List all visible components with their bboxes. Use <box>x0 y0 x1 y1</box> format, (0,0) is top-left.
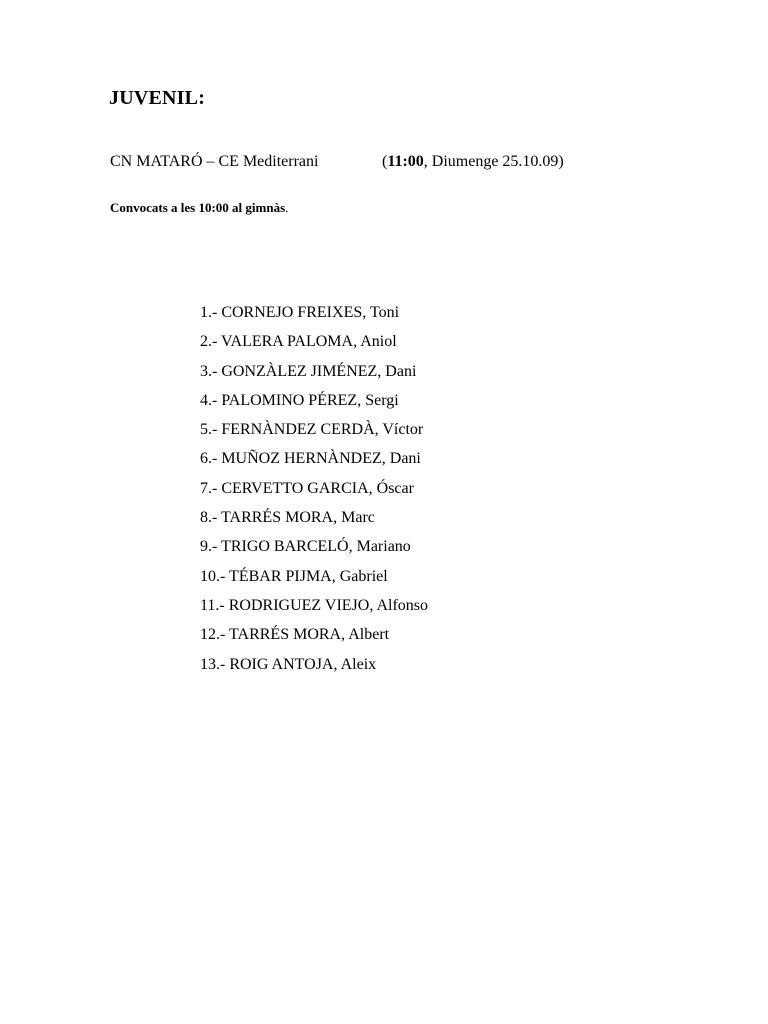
player-item: 5.- FERNÀNDEZ CERDÀ, Víctor <box>200 421 424 439</box>
match-open-paren: ( <box>382 153 388 170</box>
player-item: 9.- TRIGO BARCELÓ, Mariano <box>200 538 411 556</box>
match-teams: CN MATARÓ – CE Mediterrani <box>110 153 319 170</box>
player-item: 11.- RODRIGUEZ VIEJO, Alfonso <box>200 596 428 614</box>
page-title: JUVENIL: <box>109 87 206 109</box>
convocation-text: Convocats a les 10:00 al gimnàs <box>110 200 286 215</box>
player-item: 1.- CORNEJO FREIXES, Toni <box>200 304 400 321</box>
match-time: 11:00 <box>387 153 424 170</box>
match-info <box>110 153 564 171</box>
player-item: 8.- TARRÉS MORA, Marc <box>200 509 375 527</box>
player-item: 4.- PALOMINO PÉREZ, Sergi <box>200 391 399 409</box>
player-item: 3.- GONZÀLEZ JIMÉNEZ, Dani <box>200 362 417 380</box>
player-item: 13.- ROIG ANTOJA, Aleix <box>200 655 377 673</box>
match-date: , Diumenge 25.10.09) <box>423 153 564 170</box>
convocation-note <box>110 200 288 216</box>
player-list <box>200 302 428 683</box>
convocation-end: . <box>285 200 289 215</box>
player-item: 6.- MUÑOZ HERNÀNDEZ, Dani <box>200 450 421 468</box>
player-item: 2.- VALERA PALOMA, Aniol <box>200 333 397 351</box>
player-item: 12.- TARRÉS MORA, Albert <box>200 626 390 644</box>
player-item: 10.- TÉBAR PIJMA, Gabriel <box>200 567 388 585</box>
player-item: 7.- CERVETTO GARCIA, Óscar <box>200 479 414 497</box>
